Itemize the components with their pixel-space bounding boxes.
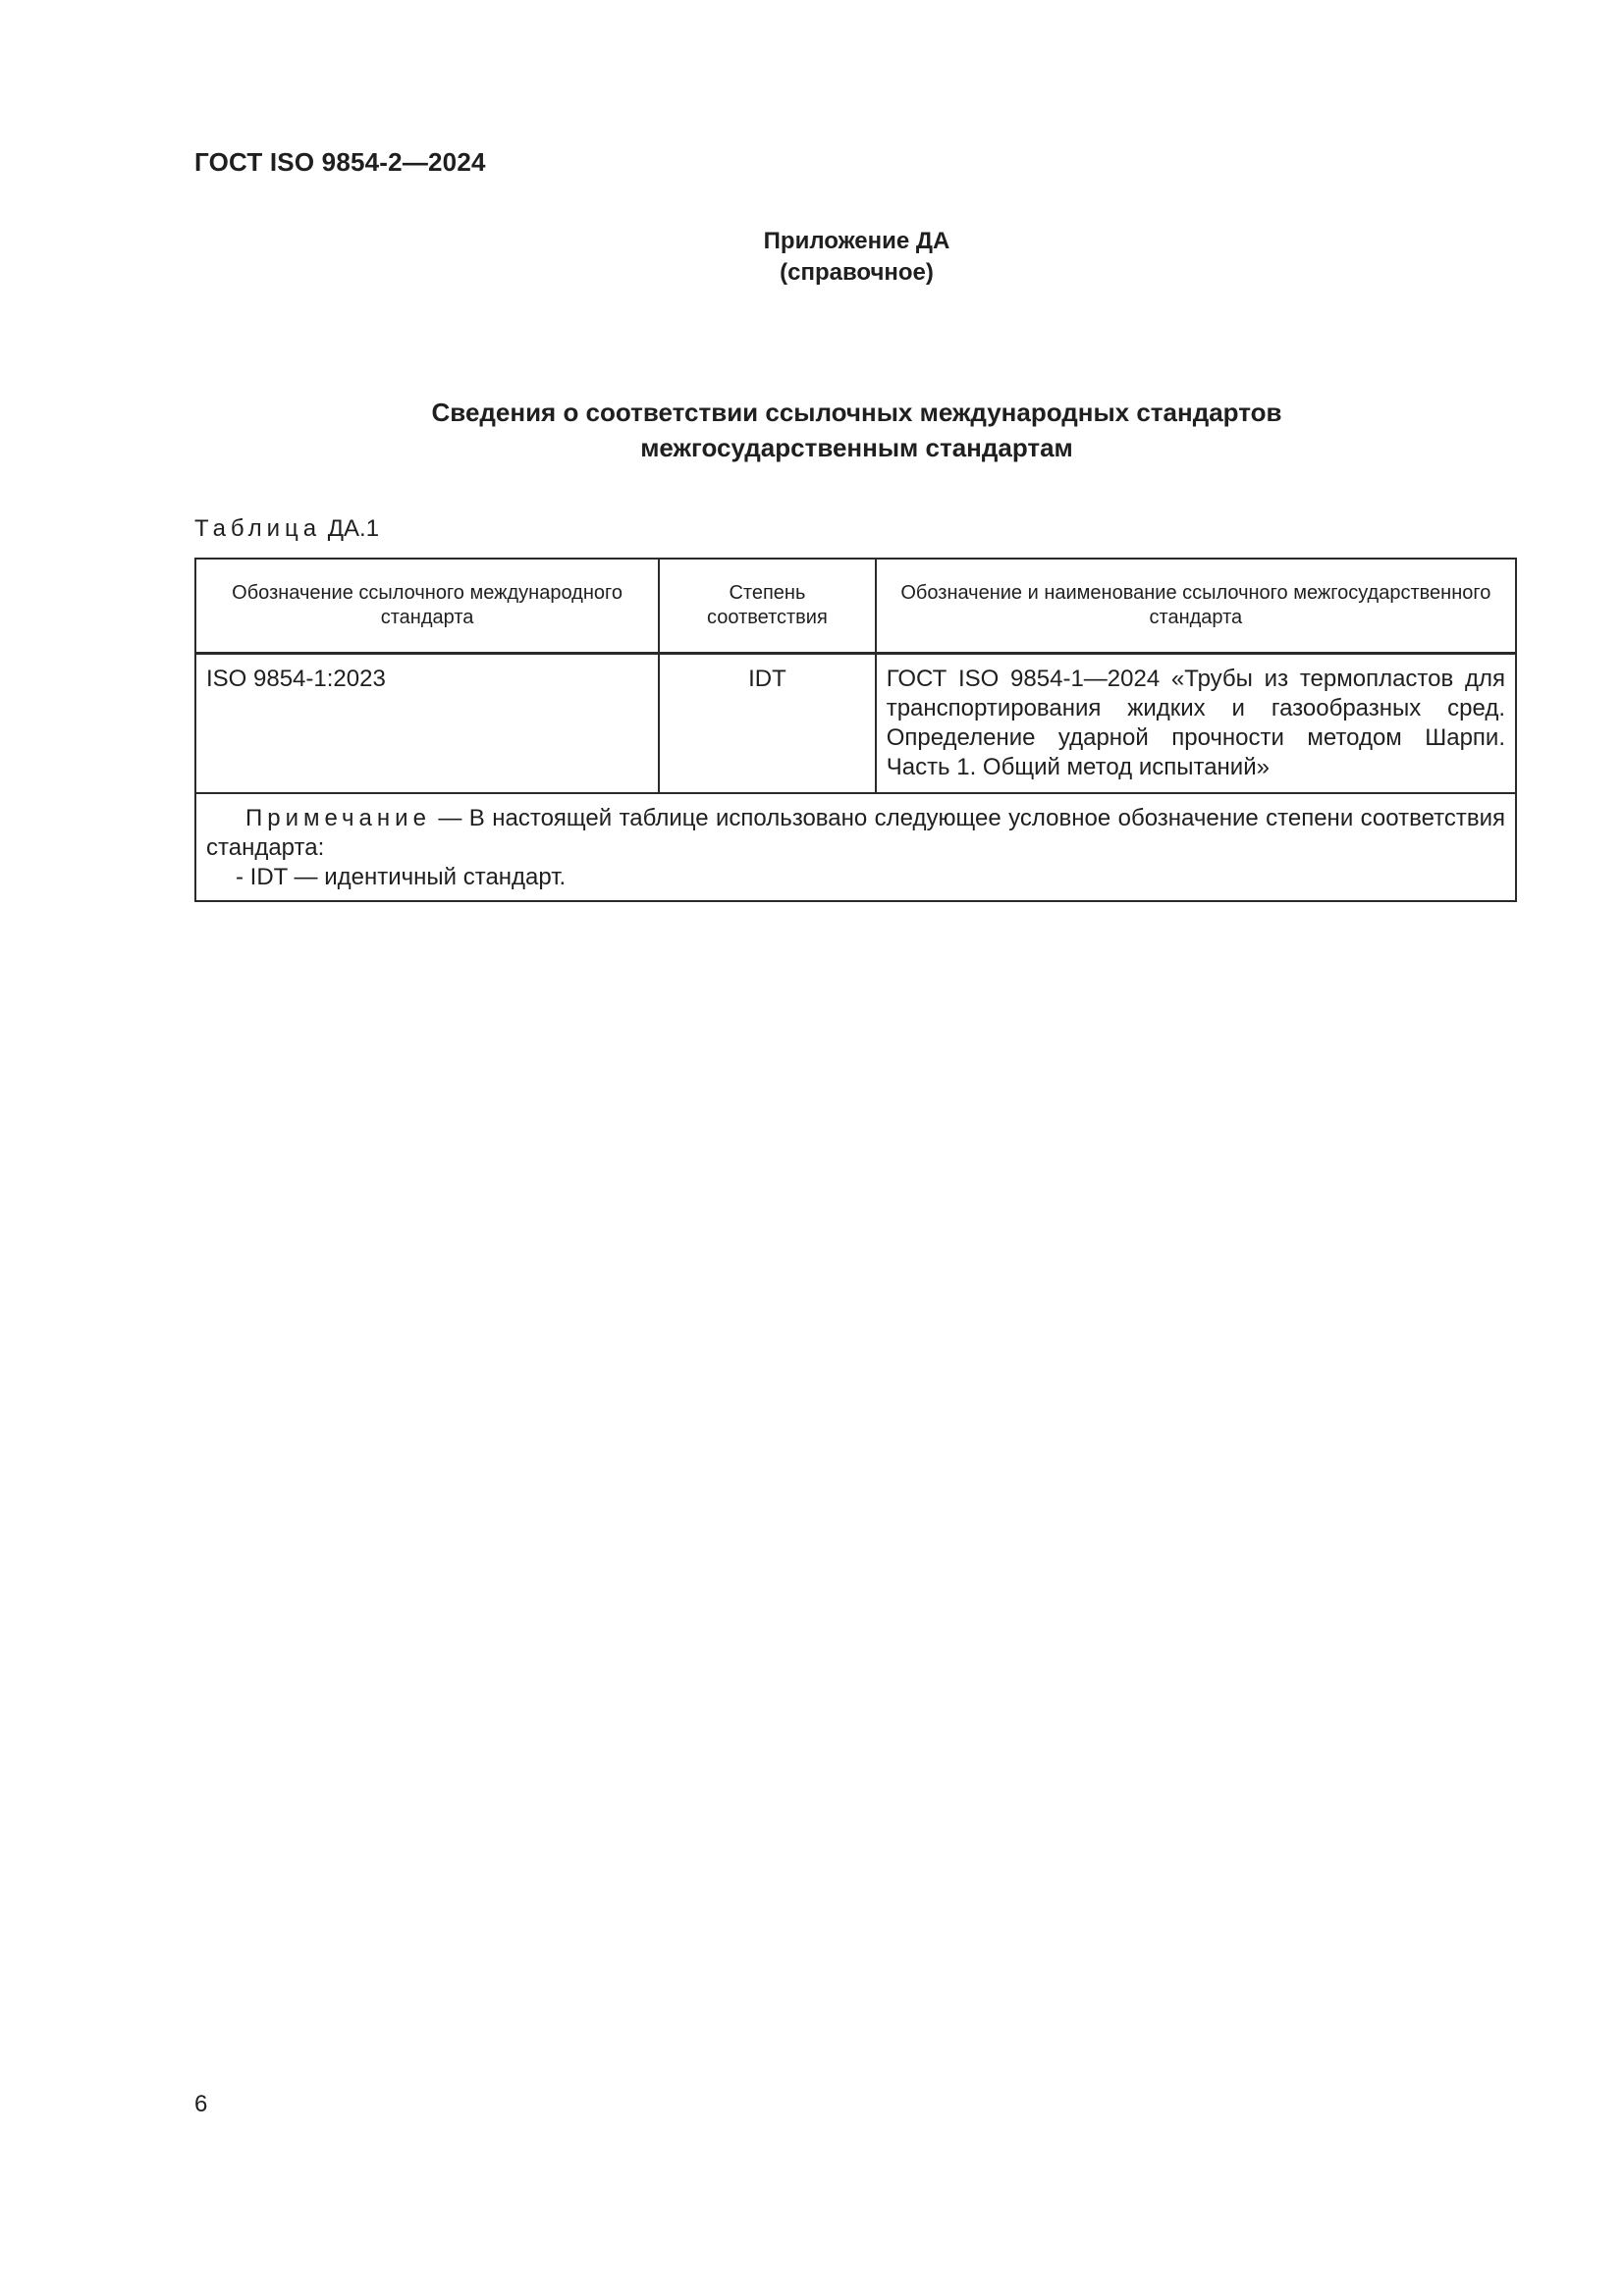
table-caption-label: Таблица: [194, 515, 322, 542]
table-row: [195, 654, 1516, 794]
section-title-line1: Сведения о соответствии ссылочных международных стандартов: [431, 398, 1282, 427]
note-label: Примечание: [245, 805, 431, 831]
header-interstate-standard: Обозначение и наименование ссылочного межгосударственного стандарта: [876, 559, 1516, 654]
section-title: [0, 395, 1624, 465]
cell-international-standard: ISO 9854-1:2023: [195, 654, 659, 794]
table-note-row: [195, 793, 1516, 901]
note-text: [206, 804, 1505, 863]
header-degree-of-correspondence: Степень соответствия: [659, 559, 876, 654]
reference-standards-table: [194, 558, 1517, 902]
note-body: — В настоящей таблице использовано следующее условное обозначение степени соответствия стандарта:: [206, 805, 1505, 861]
appendix-title: Приложение ДА: [763, 228, 950, 254]
section-title-line2: межгосударственным стандартам: [640, 433, 1073, 462]
cell-interstate-standard: ГОСТ ISO 9854-1—2024 «Трубы из термопластов для транспортирования жидких и газообразных сред. Определение ударной прочности методом Шарпи. Часть 1. Общий метод испытаний»: [876, 654, 1516, 794]
header-international-standard: Обозначение ссылочного международного стандарта: [195, 559, 659, 654]
note-list-item: - IDT — идентичный стандарт.: [236, 864, 567, 890]
table-note: [195, 793, 1516, 901]
cell-degree: IDT: [659, 654, 876, 794]
table-caption: [194, 515, 379, 543]
document-code: ГОСТ ISO 9854-2—2024: [194, 147, 486, 177]
table-header-row: [195, 559, 1516, 654]
page-number: 6: [194, 2091, 208, 2117]
table-caption-number: ДА.1: [327, 515, 380, 542]
appendix-heading: [0, 226, 1624, 289]
appendix-subtitle: (справочное): [780, 259, 934, 286]
